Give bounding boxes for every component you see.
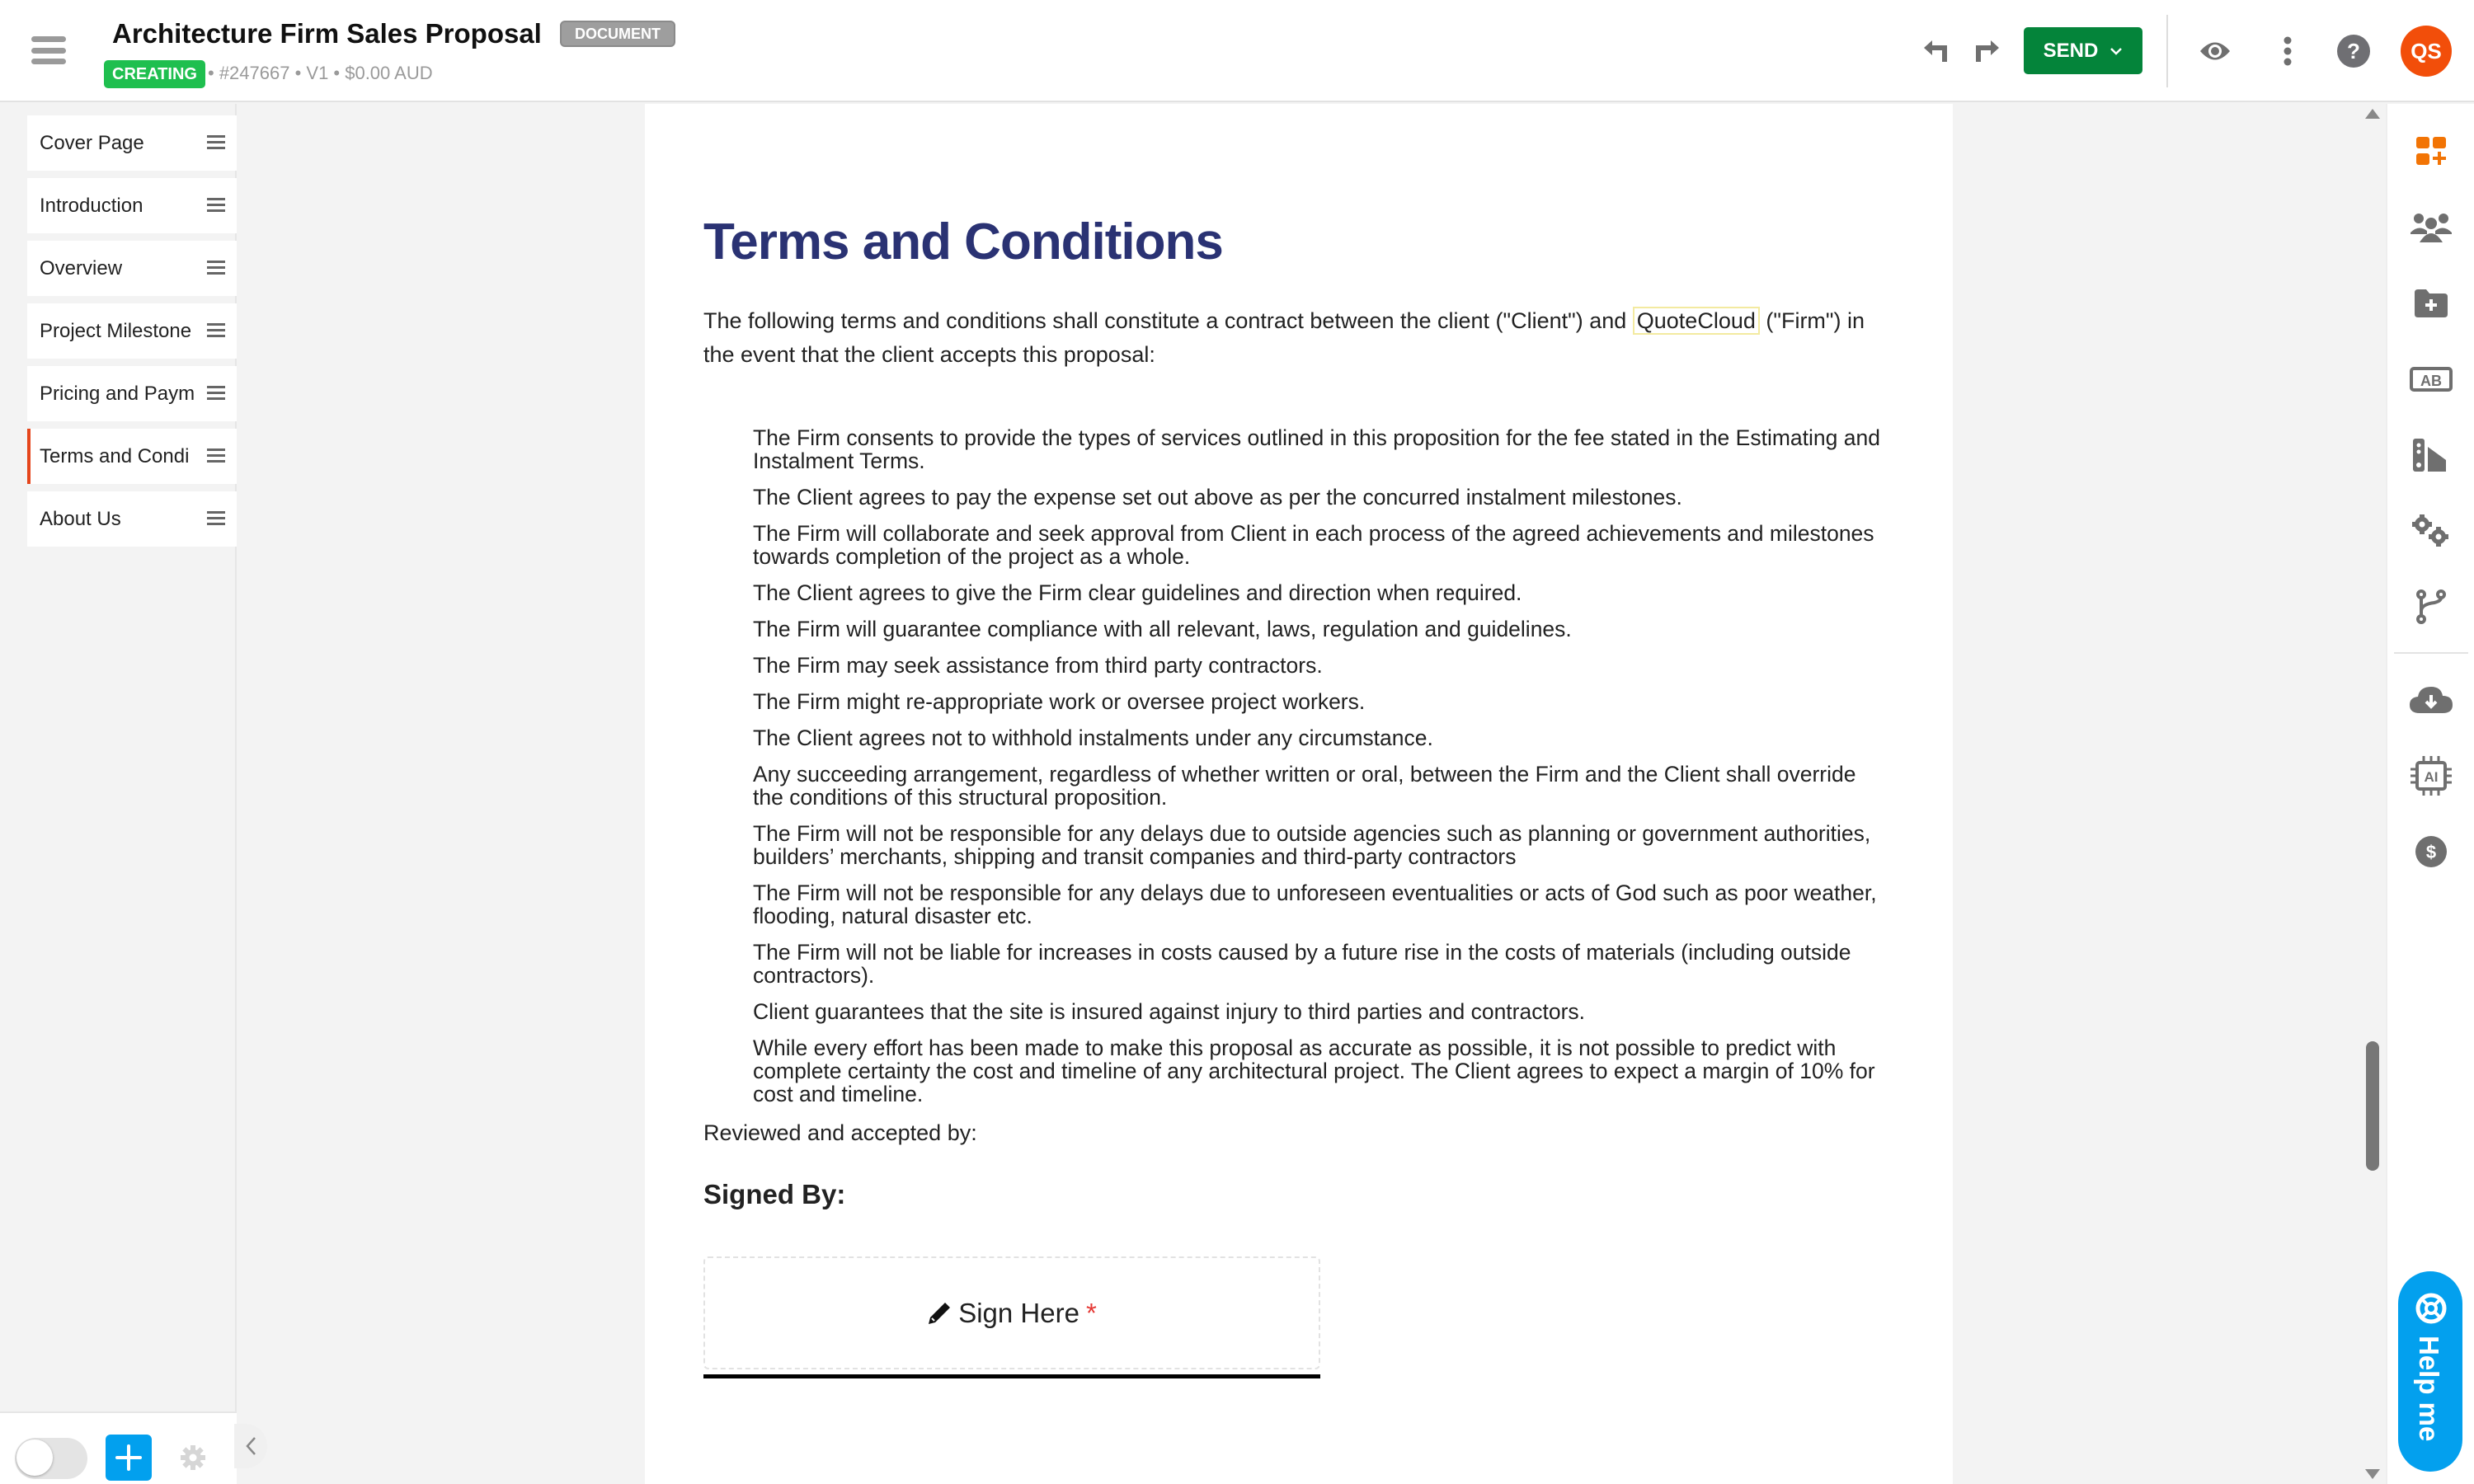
top-bar [0,0,2474,102]
document-type-badge: DOCUMENT [560,21,675,47]
term-item: The Client agrees to pay the expense set out above as per the concurred instalment milestones. [753,485,1682,510]
chevron-left-icon [245,1436,256,1456]
chevron-down-icon [2109,47,2123,55]
help-me-label: Help me [2414,1336,2444,1442]
plus-icon [115,1444,143,1472]
brand-styles-icon[interactable] [2409,434,2453,476]
company-name-variable[interactable]: QuoteCloud [1633,307,1760,335]
ai-chip-icon[interactable] [2409,755,2453,796]
term-item: The Firm will not be liable for increases in costs caused by a future rise in the costs of materials (including outside contractors). [753,940,1851,988]
term-item: Client guarantees that the site is insured against injury to third parties and contractors. [753,999,1586,1024]
term-item: While every effort has been made to make this proposal as accurate as possible, it is not possible to predict with complete certainty the cost and timeline of any architectural project. The Client agrees to expect a margin of 10% for cost and timeline. [753,1036,1875,1106]
terms-list [703,426,1887,1106]
sidebar-item-project-milestone[interactable] [27,303,237,359]
sidebar-item-label: Overview [40,256,123,279]
sidebar-footer [0,1411,237,1484]
sidebar-item-pricing[interactable] [27,366,237,421]
section-heading: Terms and Conditions [703,214,1223,270]
divider [2394,652,2468,654]
svg-text:$: $ [2425,842,2437,862]
add-section-button[interactable] [106,1435,152,1481]
menu-icon[interactable] [31,36,66,64]
settings-gears-icon[interactable] [2409,510,2453,552]
sidebar-item-label: Project Milestone [40,319,192,342]
drag-handle-icon[interactable] [207,198,225,212]
workflow-branch-icon[interactable] [2409,586,2453,627]
drag-handle-icon[interactable] [207,511,225,525]
document-meta: • #247667 • V1 • $0.00 AUD [208,63,433,83]
drag-handle-icon[interactable] [207,448,225,463]
term-item: The Firm will not be responsible for any delays due to outside agencies such as planning or government authorities, builders’ merchants, shipping and transit companies and third-party contractors [753,821,1871,869]
redo-icon[interactable] [1966,31,2006,71]
users-icon[interactable] [2409,207,2453,248]
drag-handle-icon[interactable] [207,386,225,400]
signature-field[interactable] [703,1256,1320,1369]
help-icon[interactable] [2334,31,2373,71]
section-sidebar [0,104,237,1484]
term-item: The Firm will collaborate and seek approval from Client in each process of the agreed achievements and milestones towards completion of the project as a whole. [753,521,1874,569]
more-options-icon[interactable] [2268,31,2307,71]
document-title: Architecture Firm Sales Proposal [112,18,542,49]
sign-here-label: Sign Here [958,1297,1079,1328]
preview-eye-icon[interactable] [2195,31,2235,71]
intro-text: ("Firm") in the event that the client accepts this proposal: [703,308,1865,367]
divider [2166,15,2168,87]
collapse-sidebar-button[interactable] [234,1424,267,1468]
term-item: The Firm will not be responsible for any delays due to unforeseen eventualities or acts of God such as poor weather, flooding, natural disaster etc. [753,881,1877,928]
sidebar-item-label: About Us [40,507,121,530]
help-me-button[interactable] [2398,1271,2462,1472]
term-item: The Client agrees to give the Firm clear guidelines and direction when required. [753,580,1522,605]
document-page [645,104,1953,1484]
right-toolbar [2386,104,2474,1484]
term-item: The Firm may seek assistance from third party contractors. [753,653,1323,678]
pricing-dollar-icon[interactable] [2409,831,2453,872]
sidebar-item-label: Introduction [40,194,143,217]
sidebar-item-label: Cover Page [40,131,144,154]
scrollbar-thumb[interactable] [2366,1041,2379,1171]
lifebuoy-icon [2415,1293,2447,1324]
avatar[interactable]: QS [2401,26,2452,77]
reviewed-text: Reviewed and accepted by: [703,1120,977,1145]
sidebar-item-overview[interactable] [27,241,237,296]
term-item: The Firm might re-appropriate work or oversee project workers. [753,689,1366,714]
required-marker: * [1085,1297,1097,1328]
sidebar-item-label: Terms and Condi [40,444,190,467]
drag-handle-icon[interactable] [207,135,225,149]
term-item: The Client agrees not to withhold instalments under any circumstance. [753,726,1433,750]
send-button[interactable] [2024,27,2142,74]
svg-text:AI: AI [2424,769,2439,785]
drag-handle-icon[interactable] [207,323,225,337]
send-label: SEND [2043,39,2099,62]
add-folder-icon[interactable] [2409,283,2453,324]
status-badge: CREATING [104,60,205,88]
sidebar-item-terms[interactable] [27,429,237,484]
toggle-switch[interactable] [15,1438,87,1479]
settings-gear-icon[interactable] [180,1444,206,1475]
scroll-up-arrow-icon[interactable] [2365,109,2380,119]
undo-icon[interactable] [1917,31,1957,71]
term-item: The Firm will guarantee compliance with all relevant, laws, regulation and guidelines. [753,617,1572,641]
sidebar-item-label: Pricing and Paym [40,382,195,405]
add-blocks-icon[interactable] [2409,131,2453,172]
sidebar-item-cover-page[interactable] [27,115,237,171]
text-field-icon[interactable] [2409,359,2453,400]
cloud-download-icon[interactable] [2409,679,2453,721]
svg-text:?: ? [2347,39,2360,63]
sidebar-item-about-us[interactable] [27,491,237,547]
pencil-icon [927,1301,952,1326]
signature-line [703,1374,1320,1378]
scroll-down-arrow-icon[interactable] [2365,1469,2380,1479]
term-item: The Firm consents to provide the types of services outlined in this proposition for the fee stated in the Estimating and Instalment Terms. [753,425,1880,473]
drag-handle-icon[interactable] [207,261,225,275]
term-item: Any succeeding arrangement, regardless of whether written or oral, between the Firm and the Client shall override the conditions of this structural proposition. [753,762,1856,810]
intro-text: The following terms and conditions shall constitute a contract between the client ("Client") and [703,308,1633,333]
signed-by-label: Signed By: [703,1179,846,1209]
intro-paragraph[interactable] [703,304,1887,372]
svg-text:AB: AB [2420,373,2442,389]
sidebar-item-introduction[interactable] [27,178,237,233]
